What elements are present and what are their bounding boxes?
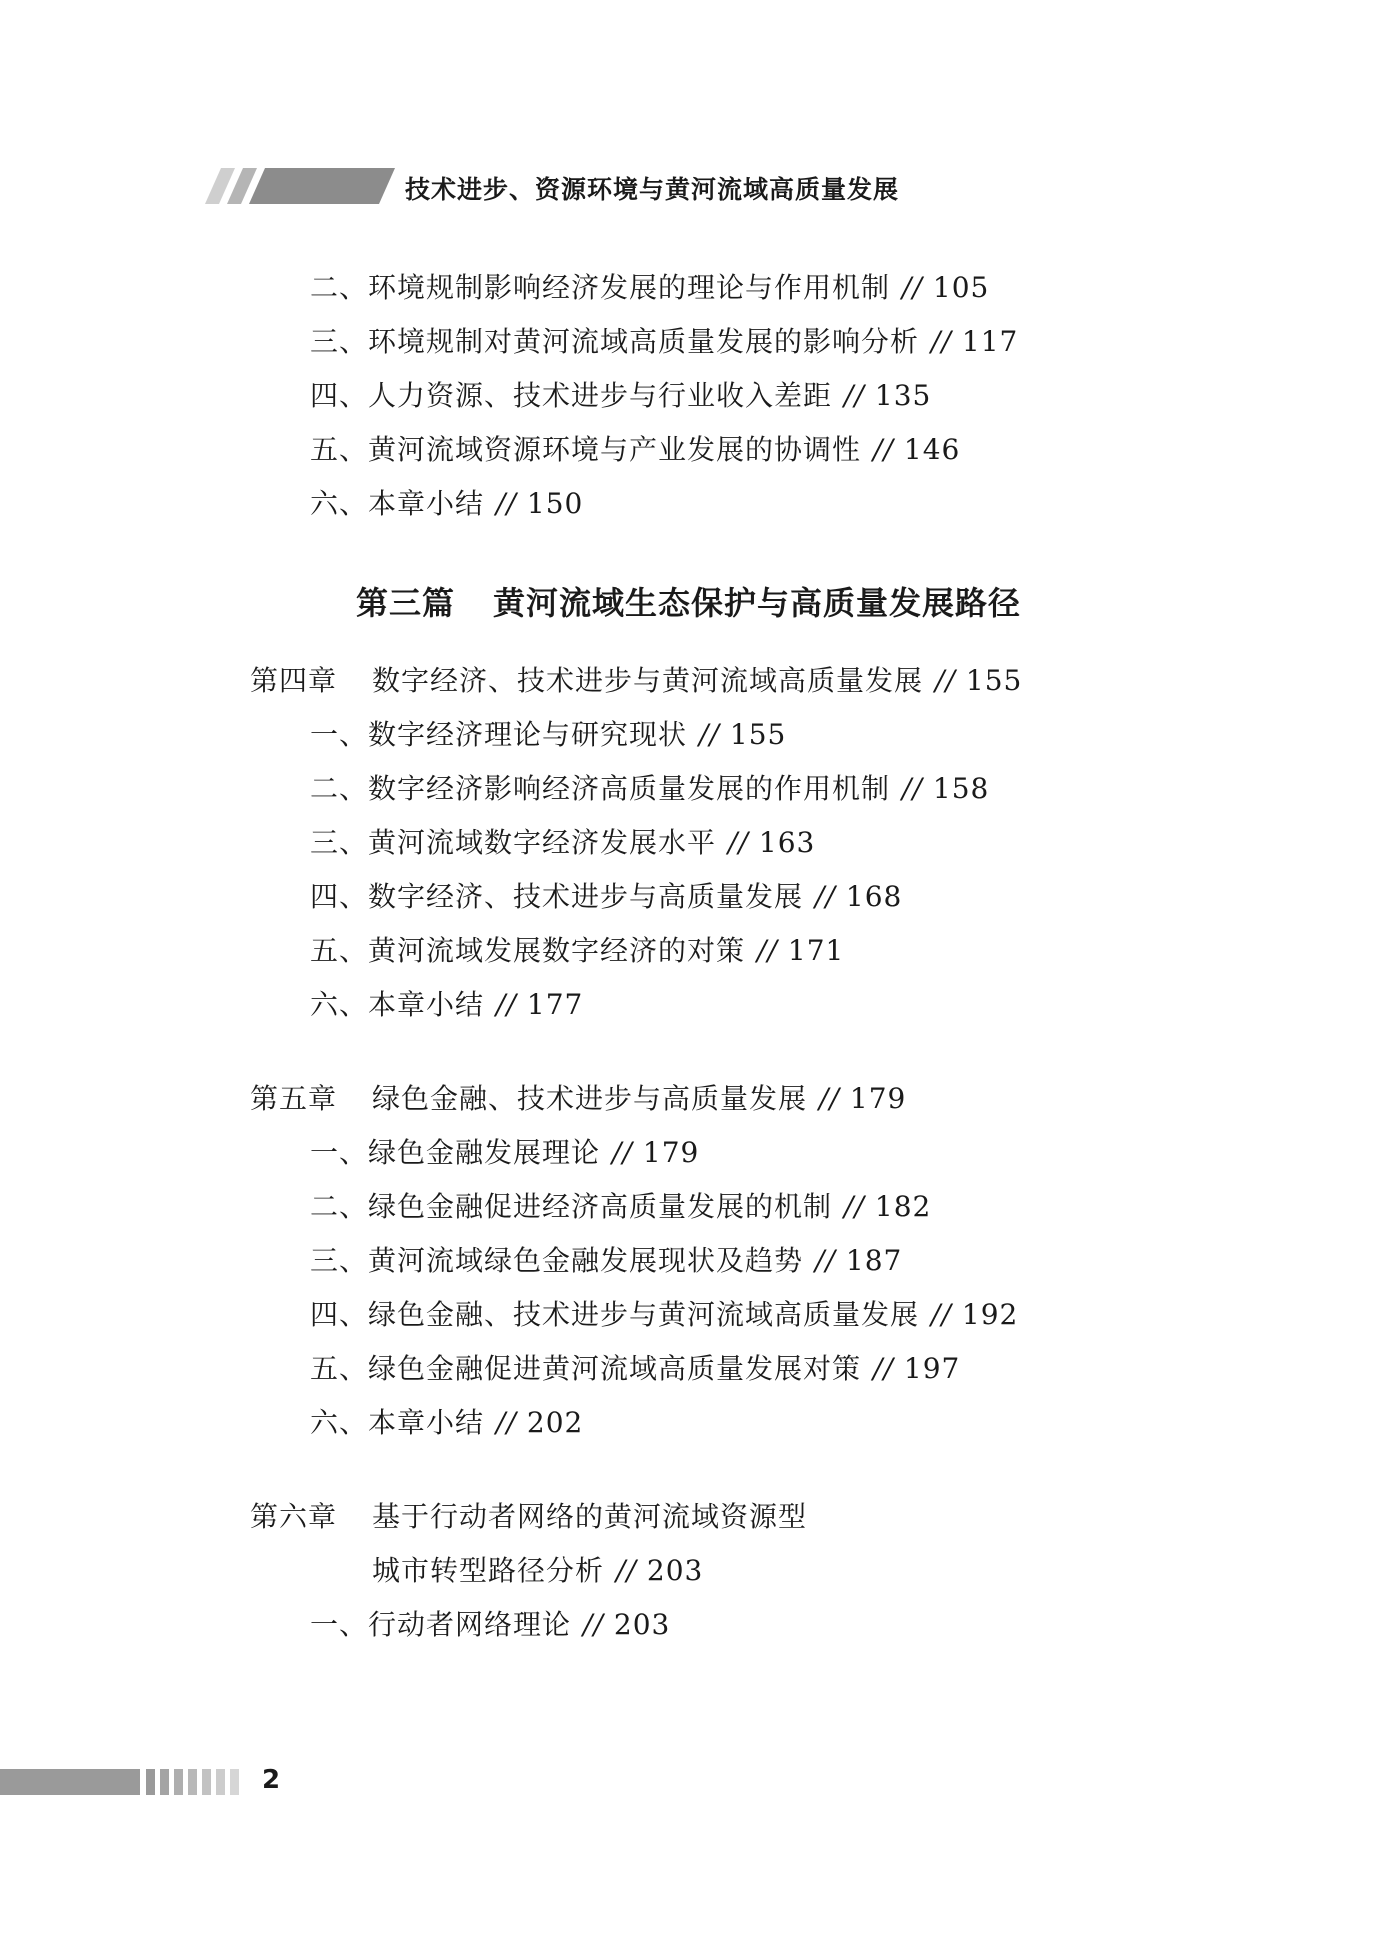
footer-stripe-decoration [146, 1769, 155, 1795]
chapter-title: 数字经济、技术进步与黄河流域高质量发展 [372, 664, 924, 697]
page-footer [0, 1765, 300, 1799]
entry-separator: // [699, 718, 720, 751]
entry-title: 四、数字经济、技术进步与高质量发展 [310, 880, 804, 913]
chapter-page: 155 [965, 664, 1023, 697]
footer-stripe-decoration [230, 1769, 239, 1795]
entry-separator: // [815, 880, 836, 913]
entry-separator: // [931, 325, 952, 358]
toc-entry[interactable] [310, 1244, 902, 1278]
entry-title: 五、绿色金融促进黄河流域高质量发展对策 [310, 1352, 862, 1385]
toc-entry[interactable] [310, 433, 960, 467]
entry-title: 六、本章小结 [310, 487, 485, 520]
toc-entry[interactable] [310, 271, 989, 305]
chapter-title: 绿色金融、技术进步与高质量发展 [372, 1082, 808, 1115]
entry-page: 203 [613, 1608, 671, 1641]
entry-separator: // [815, 1244, 836, 1277]
entry-page: 146 [903, 433, 961, 466]
entry-title: 三、黄河流域绿色金融发展现状及趋势 [310, 1244, 804, 1277]
chapter-title-line2: 城市转型路径分析 [372, 1554, 605, 1587]
toc-chapter-6-continued[interactable] [372, 1554, 703, 1588]
toc-entry[interactable] [310, 1136, 699, 1170]
footer-bar-decoration [0, 1769, 140, 1795]
entry-page: 155 [729, 718, 787, 751]
toc-entry[interactable] [310, 880, 902, 914]
entry-title: 三、黄河流域数字经济发展水平 [310, 826, 717, 859]
entry-separator: // [583, 1608, 604, 1641]
toc-entry[interactable] [310, 1298, 1018, 1332]
entry-title: 六、本章小结 [310, 988, 485, 1021]
entry-page: 117 [961, 325, 1019, 358]
entry-page: 105 [932, 271, 990, 304]
chapter-page: 203 [646, 1554, 704, 1587]
toc-entry[interactable] [310, 826, 815, 860]
entry-page: 158 [932, 772, 990, 805]
footer-stripe-decoration [160, 1769, 169, 1795]
entry-separator: // [935, 664, 956, 697]
section-label: 第三篇 [356, 584, 456, 622]
toc-entry[interactable] [310, 772, 989, 806]
entry-separator: // [496, 487, 517, 520]
toc-chapter-4[interactable] [250, 664, 1022, 698]
chapter-page: 179 [849, 1082, 907, 1115]
toc-entry[interactable] [310, 934, 844, 968]
entry-separator: // [844, 1190, 865, 1223]
entry-separator: // [616, 1554, 637, 1587]
entry-title: 二、绿色金融促进经济高质量发展的机制 [310, 1190, 833, 1223]
footer-stripe-decoration [216, 1769, 225, 1795]
entry-title: 二、环境规制影响经济发展的理论与作用机制 [310, 271, 891, 304]
entry-separator: // [496, 1406, 517, 1439]
toc-entry[interactable] [310, 1190, 931, 1224]
toc-chapter-5[interactable] [250, 1082, 906, 1116]
entry-title: 三、环境规制对黄河流域高质量发展的影响分析 [310, 325, 920, 358]
entry-separator: // [819, 1082, 840, 1115]
entry-separator: // [873, 1352, 894, 1385]
entry-separator: // [728, 826, 749, 859]
entry-page: 192 [961, 1298, 1019, 1331]
section-heading [356, 578, 1021, 624]
toc-entry[interactable] [310, 1608, 670, 1642]
entry-separator: // [496, 988, 517, 1021]
entry-page: 171 [787, 934, 845, 967]
toc-entry[interactable] [310, 718, 786, 752]
chapter-label: 第六章 [250, 1500, 338, 1533]
entry-page: 197 [903, 1352, 961, 1385]
footer-stripe-decoration [174, 1769, 183, 1795]
header-stripes-decoration [205, 168, 395, 204]
entry-page: 177 [526, 988, 584, 1021]
entry-separator: // [931, 1298, 952, 1331]
entry-title: 一、行动者网络理论 [310, 1608, 572, 1641]
entry-separator: // [612, 1136, 633, 1169]
entry-separator: // [873, 433, 894, 466]
toc-entry[interactable] [310, 325, 1018, 359]
toc-entry[interactable] [310, 487, 583, 521]
entry-page: 179 [642, 1136, 700, 1169]
toc-chapter-6[interactable] [250, 1500, 807, 1534]
entry-title: 二、数字经济影响经济高质量发展的作用机制 [310, 772, 891, 805]
toc-entry[interactable] [310, 1352, 960, 1386]
entry-page: 150 [526, 487, 584, 520]
entry-title: 四、人力资源、技术进步与行业收入差距 [310, 379, 833, 412]
entry-title: 一、数字经济理论与研究现状 [310, 718, 688, 751]
entry-page: 163 [758, 826, 816, 859]
footer-stripe-decoration [202, 1769, 211, 1795]
chapter-label: 第四章 [250, 664, 338, 697]
entry-separator: // [844, 379, 865, 412]
entry-separator: // [757, 934, 778, 967]
entry-page: 182 [874, 1190, 932, 1223]
entry-page: 135 [874, 379, 932, 412]
entry-title: 五、黄河流域发展数字经济的对策 [310, 934, 746, 967]
running-header [205, 168, 905, 206]
page-number: 2 [262, 1765, 281, 1795]
chapter-label: 第五章 [250, 1082, 338, 1115]
section-title-text: 黄河流域生态保护与高质量发展路径 [493, 584, 1022, 622]
entry-title: 四、绿色金融、技术进步与黄河流域高质量发展 [310, 1298, 920, 1331]
entry-separator: // [902, 271, 923, 304]
entry-title: 五、黄河流域资源环境与产业发展的协调性 [310, 433, 862, 466]
toc-entry[interactable] [310, 379, 931, 413]
chapter-title-line1: 基于行动者网络的黄河流域资源型 [372, 1500, 808, 1533]
entry-title: 六、本章小结 [310, 1406, 485, 1439]
toc-entry[interactable] [310, 1406, 583, 1440]
entry-separator: // [902, 772, 923, 805]
header-title: 技术进步、资源环境与黄河流域高质量发展 [405, 175, 900, 204]
footer-stripe-decoration [188, 1769, 197, 1795]
toc-entry[interactable] [310, 988, 583, 1022]
entry-page: 187 [845, 1244, 903, 1277]
entry-page: 202 [526, 1406, 584, 1439]
entry-title: 一、绿色金融发展理论 [310, 1136, 601, 1169]
entry-page: 168 [845, 880, 903, 913]
